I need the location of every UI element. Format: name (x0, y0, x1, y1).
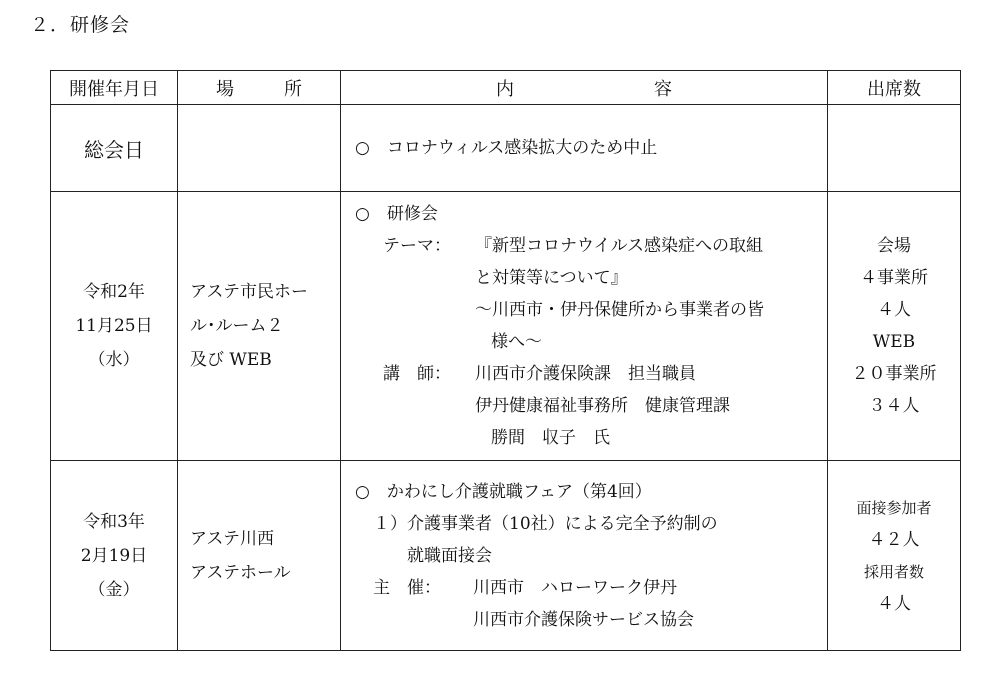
table-row (51, 105, 961, 192)
training-table (50, 70, 961, 651)
row-place (178, 105, 341, 192)
lecturer-line: 勝間 収子 氏 (491, 428, 610, 448)
row-count (828, 461, 961, 651)
row-place (178, 192, 341, 461)
date-line: 令和2年 (83, 282, 145, 302)
row-content (341, 105, 828, 192)
place-line: アステホール (190, 562, 291, 583)
theme-label: テーマ： (383, 236, 451, 256)
lecturer-label: 講 師： (383, 364, 451, 384)
row-date (51, 461, 178, 651)
content-title: ○ 研修会 (355, 204, 438, 224)
row-content (341, 461, 828, 651)
host-label: 主 催： (373, 577, 441, 598)
list-item: １）介護事業者（10社）による完全予約制の (373, 513, 718, 534)
count-line: 面接参加者 (856, 498, 932, 517)
count-line: ４人 (877, 300, 911, 320)
date-line: （金） (88, 579, 140, 600)
theme-line: ～川西市・伊丹保健所から事業者の皆 (475, 300, 764, 320)
count-line: 会場 (877, 236, 911, 256)
header-content: 内 容 (341, 71, 828, 105)
table-row (51, 192, 961, 461)
count-line: ３４人 (868, 396, 920, 416)
count-line: ２０事業所 (851, 364, 937, 384)
place-line: アステ市民ホー (190, 282, 308, 302)
section-heading: ２．研修会 (30, 14, 131, 36)
date-line: （水） (88, 350, 140, 370)
theme-line: テーマ： 『新型コロナウイルス感染症への取組 (355, 230, 827, 262)
count-line: ４事業所 (860, 268, 928, 288)
place-line: ル･ルーム２ (190, 316, 284, 336)
row-count (828, 105, 961, 192)
date-line: 令和3年 (83, 511, 145, 532)
theme-line: と対策等について』 (475, 268, 628, 288)
count-line: 採用者数 (863, 562, 924, 581)
lecturer-line: 講 師： 川西市介護保険課 担当職員 (355, 358, 827, 390)
place-line: 及び WEB (190, 350, 272, 370)
count-line: WEB (872, 332, 916, 352)
header-date: 開催年月日 (51, 71, 178, 105)
list-item: 就職面接会 (407, 545, 492, 566)
host-line: 主 催： 川西市 ハローワーク伊丹 (355, 572, 827, 604)
row-date (51, 192, 178, 461)
content-title: ○ かわにし介護就職フェア（第4回） (355, 481, 652, 502)
place-line: アステ川西 (190, 528, 274, 549)
content-line: ○ コロナウィルス感染拡大のため中止 (355, 138, 658, 158)
theme-line: 様へ～ (491, 332, 542, 352)
table-row (51, 461, 961, 651)
row-content (341, 192, 828, 461)
row-date: 総会日 (51, 105, 178, 192)
host-line: 川西市介護保険サービス協会 (473, 609, 694, 630)
count-line: ４２人 (868, 529, 920, 550)
row-count (828, 192, 961, 461)
header-place: 場 所 (178, 71, 341, 105)
count-line: ４人 (877, 593, 911, 614)
lecturer-line: 伊丹健康福祉事務所 健康管理課 (475, 396, 730, 416)
date-line: 11月25日 (75, 316, 153, 336)
row-place (178, 461, 341, 651)
date-line: 2月19日 (80, 545, 148, 566)
table-header-row (51, 71, 961, 105)
header-count: 出席数 (828, 71, 961, 105)
